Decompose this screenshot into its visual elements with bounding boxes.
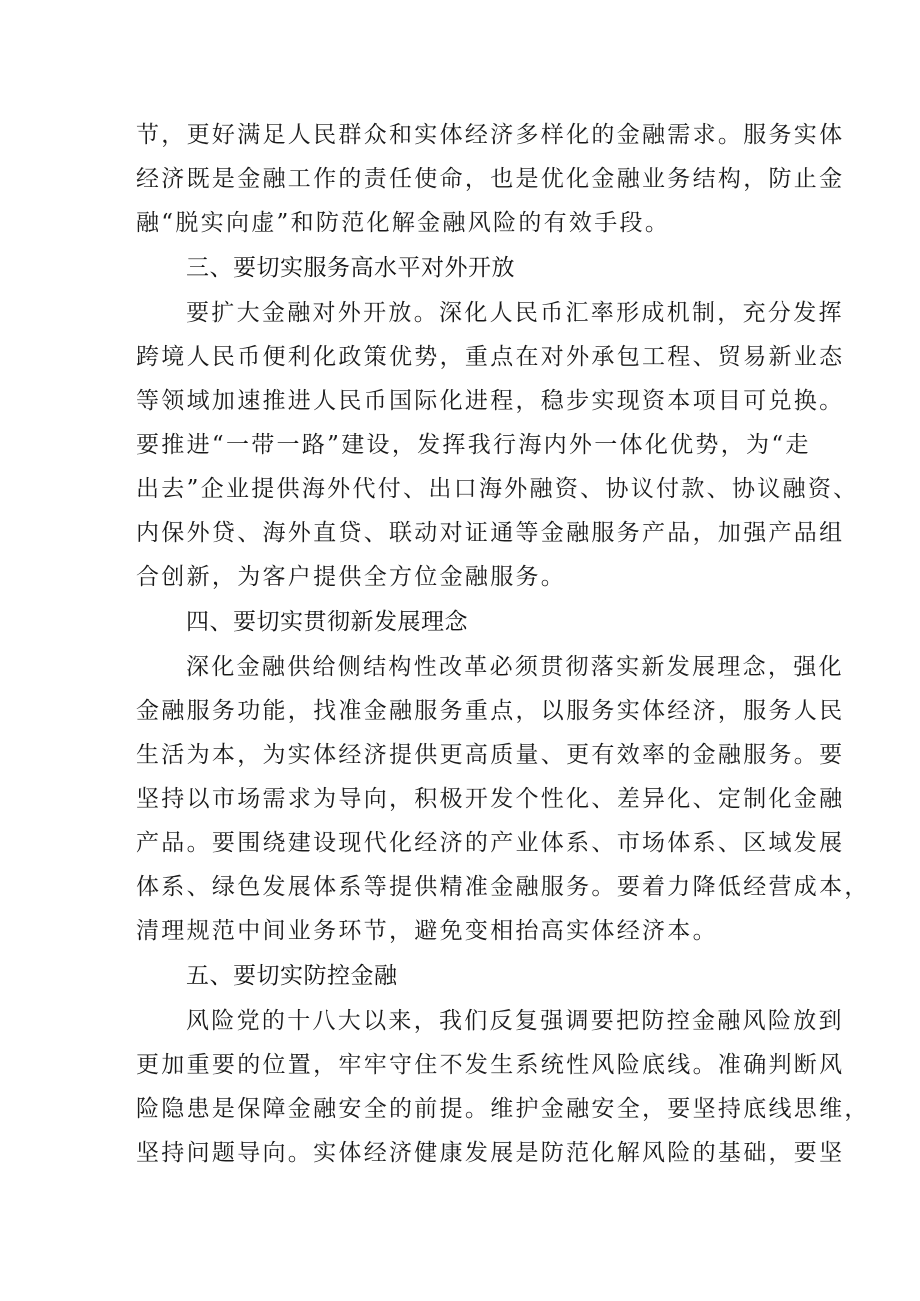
text-line: 经济既是金融工作的责任使命，也是优化金融业务结构，防止金 — [136, 166, 845, 192]
paragraph-continued — [136, 113, 845, 245]
text-line: 体系、绿色发展体系等提供精准金融服务。要着力降低经营成本， — [136, 874, 870, 900]
text-line: 合创新，为客户提供全方位金融服务。 — [136, 564, 567, 590]
text-line: 产品。要围绕建设现代化经济的产业体系、市场体系、区域发展 — [136, 830, 845, 856]
text-line: 要推进“一带一路”建设，发挥我行海内外一体化优势，为“走 — [136, 432, 811, 458]
text-line: 生活为本，为实体经济提供更高质量、更有效率的金融服务。要 — [136, 742, 845, 768]
text-line: 出去”企业提供海外代付、出口海外融资、协议付款、协议融资、 — [136, 476, 859, 502]
text-line: 等领域加速推进人民币国际化进程，稳步实现资本项目可兑换。 — [136, 388, 845, 414]
section-heading: 五、要切实防控金融 — [186, 963, 398, 989]
text-line: 要扩大金融对外开放。深化人民币汇率形成机制，充分发挥 — [186, 300, 844, 326]
text-line: 险隐患是保障金融安全的前提。维护金融安全，要坚持底线思维， — [136, 1096, 870, 1122]
text-line: 深化金融供给侧结构性改革必须贯彻落实新发展理念，强化 — [186, 654, 844, 680]
text-line: 内保外贷、海外直贷、联动对证通等金融服务产品，加强产品组 — [136, 520, 845, 546]
text-line: 跨境人民币便利化政策优势，重点在对外承包工程、贸易新业态 — [136, 344, 845, 370]
text-line: 更加重要的位置，牢牢守住不发生系统性风险底线。准确判断风 — [136, 1052, 845, 1078]
document-body — [136, 113, 870, 1175]
text-line: 节，更好满足人民群众和实体经济多样化的金融需求。服务实体 — [136, 122, 845, 148]
section-four — [136, 599, 870, 953]
text-line: 坚持问题导向。实体经济健康发展是防范化解风险的基础，要坚 — [136, 1140, 845, 1166]
text-line: 风险党的十八大以来，我们反复强调要把防控金融风险放到 — [186, 1008, 844, 1034]
text-line: 坚持以市场需求为导向，积极开发个性化、差异化、定制化金融 — [136, 786, 845, 812]
text-line: 金融服务功能，找准金融服务重点，以服务实体经济，服务人民 — [136, 698, 845, 724]
section-heading: 三、要切实服务高水平对外开放 — [186, 255, 515, 281]
section-heading: 四、要切实贯彻新发展理念 — [186, 609, 468, 635]
section-five — [136, 953, 870, 1175]
section-three — [136, 245, 859, 599]
text-line: 融“脱实向虚”和防范化解金融风险的有效手段。 — [136, 210, 671, 236]
text-line: 清理规范中间业务环节，避免变相抬高实体经济本。 — [136, 918, 718, 944]
